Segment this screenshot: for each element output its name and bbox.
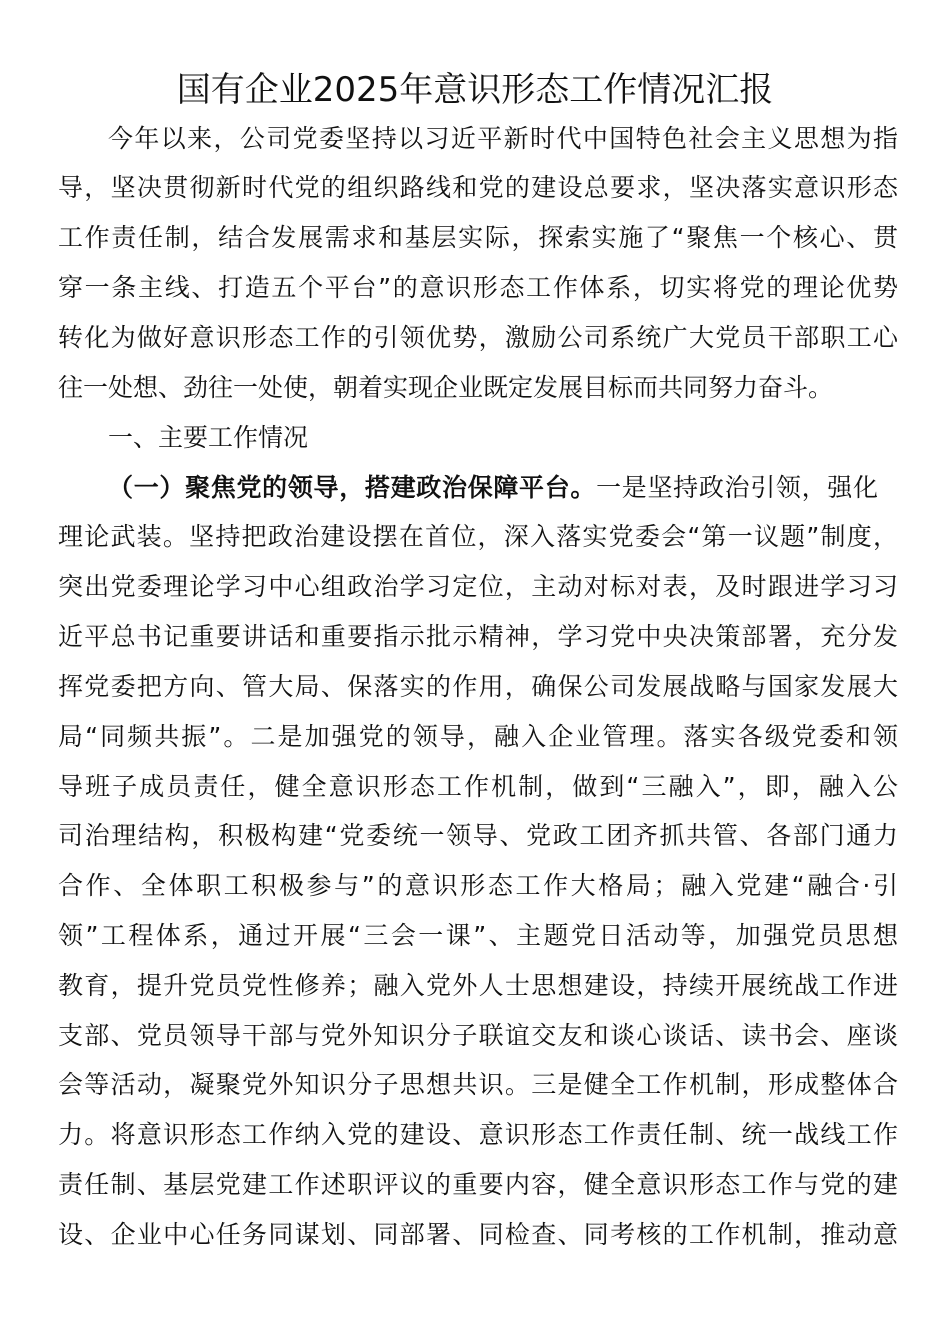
body-line-11: 支部、党员领导干部与党外知识分子联谊交友和谈心谈话、读书会、座谈 [58,1021,898,1050]
body-line-9: 领”工程体系，通过开展“三会一课”、主题党日活动等，加强党员思想 [58,921,898,950]
intro-line-3: 工作责任制，结合发展需求和基层实际，探索实施了“聚焦一个核心、贯 [58,223,898,252]
body-line-4: 挥党委把方向、管大局、保落实的作用，确保公司发展战略与国家发展大 [58,672,898,701]
document-title: 国有企业2025年意识形态工作情况汇报 [176,70,774,110]
body-line-15: 设、企业中心任务同谋划、同部署、同检查、同考核的工作机制，推动意 [58,1220,898,1249]
section-heading: 一、主要工作情况 [108,423,309,452]
body-line-2: 突出党委理论学习中心组政治学习定位，主动对标对表，及时跟进学习习 [58,572,898,601]
body-line-1: 理论武装。坚持把政治建设摆在首位，深入落实党委会“第一议题”制度， [58,522,898,551]
intro-line-2: 导，坚决贯彻新时代党的组织路线和党的建设总要求，坚决落实意识形态 [58,173,898,202]
body-line-8: 合作、全体职工积极参与”的意识形态工作大格局；融入党建“融合·引 [58,871,898,900]
intro-line-1: 今年以来，公司党委坚持以习近平新时代中国特色社会主义思想为指 [108,124,898,153]
subsection-heading: （一）聚焦党的领导，搭建政治保障平台。 [108,473,597,502]
body-line-10: 教育，提升党员党性修养；融入党外人士思想建设，持续开展统战工作进 [58,971,898,1000]
intro-line-4: 穿一条主线、打造五个平台”的意识形态工作体系，切实将党的理论优势 [58,273,898,302]
body-line-14: 责任制、基层党建工作述职评议的重要内容，健全意识形态工作与党的建 [58,1170,898,1199]
body-line-3: 近平总书记重要讲话和重要指示批示精神，学习党中央决策部署，充分发 [58,622,898,651]
body-line-13: 力。将意识形态工作纳入党的建设、意识形态工作责任制、统一战线工作 [58,1120,898,1149]
body-line-5: 局“同频共振”。二是加强党的领导，融入企业管理。落实各级党委和领 [58,722,898,751]
body-line-7: 司治理结构，积极构建“党委统一领导、党政工团齐抓共管、各部门通力 [58,821,898,850]
body-line-6: 导班子成员责任，健全意识形态工作机制，做到“三融入”，即，融入公 [58,772,898,801]
body-line-12: 会等活动，凝聚党外知识分子思想共识。三是健全工作机制，形成整体合 [58,1070,898,1099]
intro-line-5: 转化为做好意识形态工作的引领优势，激励公司系统广大党员干部职工心 [58,323,898,352]
intro-line-6: 往一处想、劲往一处使，朝着实现企业既定发展目标而共同努力奋斗。 [58,373,834,402]
subsection-first-line-text: 一是坚持政治引领，强化 [596,473,878,502]
subsection-first-line [108,470,878,506]
